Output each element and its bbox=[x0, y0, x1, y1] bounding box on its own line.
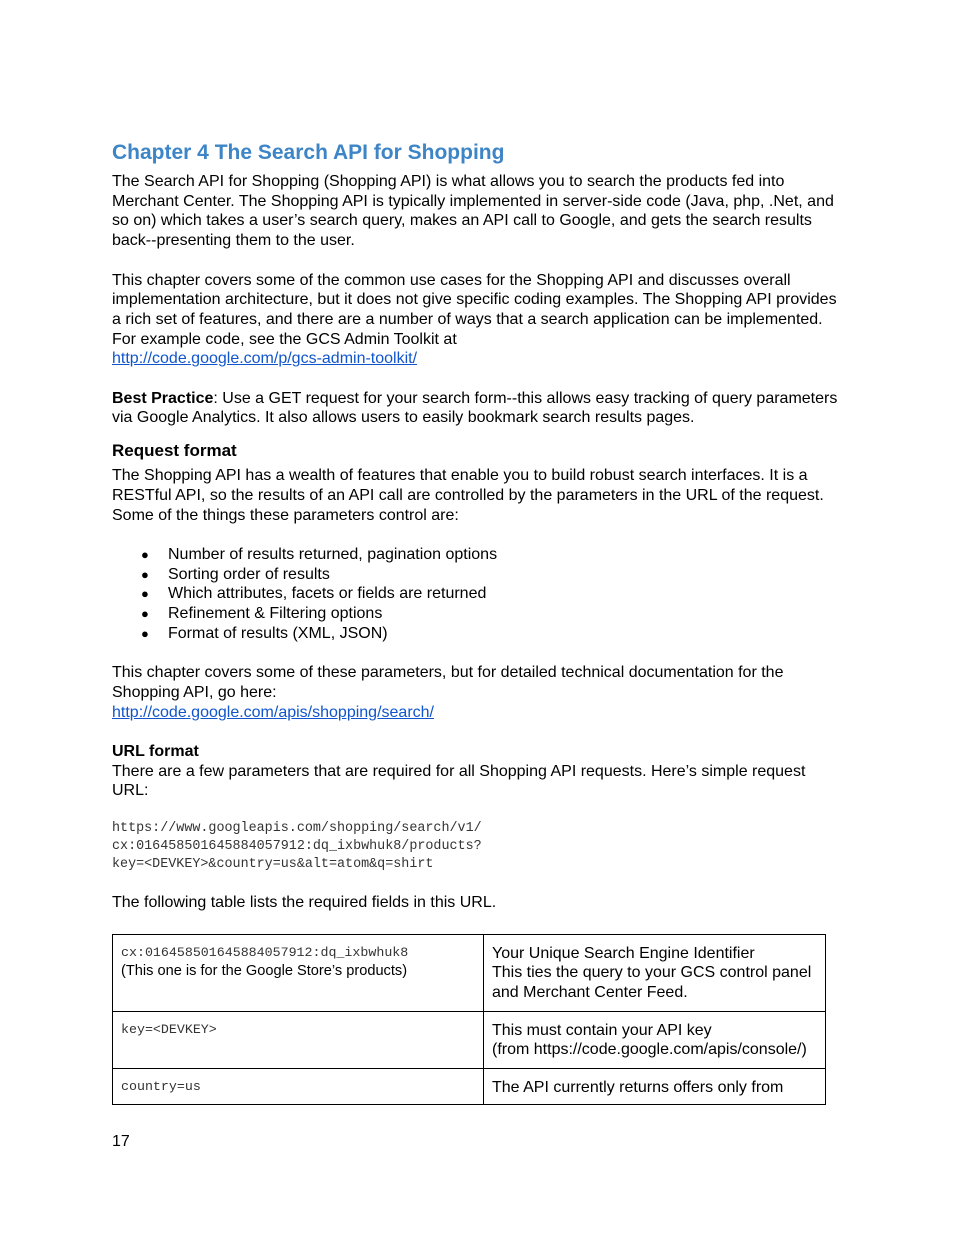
param-cell bbox=[113, 1011, 484, 1068]
toolkit-link[interactable]: http://code.google.com/p/gcs-admin-toolkit/ bbox=[112, 350, 418, 368]
bullet-icon: ● bbox=[141, 625, 149, 641]
document-page bbox=[112, 139, 852, 1105]
description-line: Your Unique Search Engine Identifier bbox=[492, 944, 755, 962]
docs-text: This chapter covers some of these parameters, but for detailed technical documentation for the Shopping API, go here: bbox=[112, 664, 784, 701]
intro-paragraph: The Search API for Shopping (Shopping API) is what allows you to search the products fed into Merchant Center. The Shopping API is typically implemented in server-side code (Java, php, .Net, and so on) which takes a user’s search query, makes an API call to Google, and gets the search results back--presenting them to the user. bbox=[112, 173, 834, 250]
description-cell bbox=[484, 934, 826, 1011]
parameter-list bbox=[112, 545, 852, 644]
param-value: country=us bbox=[121, 1078, 201, 1094]
list-item: ● Format of results (XML, JSON) bbox=[141, 624, 388, 642]
table-intro: The following table lists the required fields in this URL. bbox=[112, 894, 497, 912]
bullet-icon: ● bbox=[141, 586, 149, 602]
request-format-paragraph: The Shopping API has a wealth of features that enable you to build robust search interfaces. It is a RESTful API, so the results of an API call are controlled by the parameters in the URL of the request. Some of the things these parameters control are: bbox=[112, 467, 824, 524]
best-practice-paragraph bbox=[112, 389, 842, 428]
required-fields-table bbox=[112, 934, 826, 1105]
best-practice-text: : Use a GET request for your search form--this allows easy tracking of query parameters via Google Analytics. It also allows users to easily bookmark search results pages. bbox=[112, 389, 838, 427]
table-row bbox=[113, 1011, 826, 1068]
code-line: https://www.googleapis.com/shopping/search/v1/ bbox=[112, 821, 482, 837]
param-cell bbox=[113, 1068, 484, 1104]
code-line: cx:016458501645884057912:dq_ixbwhuk8/products? bbox=[112, 839, 482, 855]
chapter-title: Chapter 4 The Search API for Shopping bbox=[112, 141, 505, 164]
description-line: This must contain your API key bbox=[492, 1021, 712, 1039]
page-number: 17 bbox=[112, 1133, 130, 1150]
list-item: ● Sorting order of results bbox=[141, 565, 330, 583]
url-format-paragraph: There are a few parameters that are required for all Shopping API requests. Here’s simple request URL: bbox=[112, 762, 806, 800]
overview-paragraph bbox=[112, 271, 844, 370]
best-practice-label: Best Practice bbox=[112, 389, 214, 407]
param-cell bbox=[113, 934, 484, 1011]
request-url-code bbox=[112, 820, 852, 874]
table-row bbox=[113, 934, 826, 1011]
url-format-heading: URL format bbox=[112, 742, 199, 760]
param-value: key=<DEVKEY> bbox=[121, 1021, 217, 1037]
param-note: (This one is for the Google Store’s products) bbox=[121, 962, 408, 979]
table-row bbox=[113, 1068, 826, 1104]
description-line: This ties the query to your GCS control panel and Merchant Center Feed. bbox=[492, 964, 812, 1002]
description-line: The API currently returns offers only from bbox=[492, 1078, 784, 1096]
param-value: cx:016458501645884057912:dq_ixbwhuk8 bbox=[121, 944, 409, 960]
description-cell bbox=[484, 1011, 826, 1068]
list-item: ● Number of results returned, pagination options bbox=[141, 545, 498, 563]
code-line: key=<DEVKEY>&country=us&alt=atom&q=shirt bbox=[112, 857, 434, 873]
bullet-icon: ● bbox=[141, 546, 149, 562]
request-format-heading: Request format bbox=[112, 441, 237, 461]
description-line: (from https://code.google.com/apis/console/) bbox=[492, 1041, 807, 1059]
overview-text: This chapter covers some of the common use cases for the Shopping API and discusses overall implementation architecture, but it does not give specific coding examples. The Shopping API provides a rich set of features, and there are a number of ways that a search application can be implemented. For example code, see the GCS Admin Toolkit at bbox=[112, 271, 837, 348]
list-item: ● Refinement & Filtering options bbox=[141, 605, 383, 623]
docs-paragraph bbox=[112, 663, 842, 722]
description-cell bbox=[484, 1068, 826, 1104]
list-item: ● Which attributes, facets or fields are returned bbox=[141, 585, 487, 603]
bullet-icon: ● bbox=[141, 566, 149, 582]
docs-link[interactable]: http://code.google.com/apis/shopping/search/ bbox=[112, 703, 434, 721]
bullet-icon: ● bbox=[141, 606, 149, 622]
